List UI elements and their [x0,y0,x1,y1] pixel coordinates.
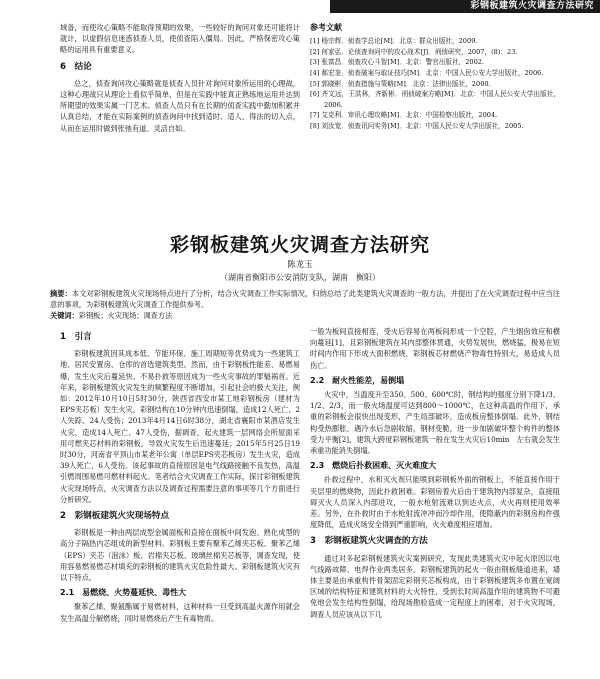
reference-item: [3] 张富昌．侦查攻心斗智[M]．北京：警官出版社，2002. [310,58,485,67]
reference-item: [8] 刘汝宽．侦查讯问实务[M]．北京：中国人民公安大学出版社，2005. [310,121,524,130]
reference-item: [2] 何家弘．论侦查询问中的攻心战术[J]．刑侦研究，2007，(8)：23. [310,47,518,56]
section-1-paragraph: 彩钢板建筑因其成本低、节能环保、施工周期短等优势成为一些建筑工地、居民安置房、仓库的首选建筑类型。然而，由于彩钢板性能差、易燃易爆，发生火灾后蔓延快、不易扑救等原因成为一些火灾事故的罪魁祸首。近年来，彩钢板建筑火灾发生的频繁程度不断增加，引起社会的极大关注，例如：2012年10月10日5时30分，陕西省西安市某工地彩钢板房（建材为EPS夹芯板）发生火灾，彩钢结构在10分钟内迅速倒塌，造成12人死亡、2人失踪、24人受伤；2013年4月14日6时38分，湖北省襄阳市某酒店发生火灾，造成14人死亡、47人受伤，据调查，起火建筑一层网络会所屋面采用可燃夹芯材料的彩钢板，导致火灾发生后迅速蔓延；2015年5月25日19时30分，河南省平顶山市某老年公寓（单层EPS夹芯板房）发生火灾，造成39人死亡，6人受伤。该起事故的直接原因是电气线路接触不良发热，高温引燃周围易燃可燃材料起火。笔者结合火灾调查工作实际，探讨彩钢板建筑火灾现场特点，火灾调查方法以及调查过程需要注意的事项等几个方面进行分析研究。 [60,349,300,504]
reference-item: [7] 艾克利．审讯心理攻略[M]．北京：中国检察出版社，2004. [310,111,498,120]
section-2-1-heading: 2.1 易燃烧、火势蔓延快、毒性大 [60,588,187,598]
section-2-heading: 2 彩钢板建筑火灾现场特点 [60,511,170,522]
references-column [310,22,560,132]
body-right-column [310,326,560,678]
continued-paragraph: 一般为板间直接相连，受火后容易在两板间形成一个空腔，产生烟囱效应和横向蔓延[1]，且彩钢板建筑在其内部整体贯通，火势发展快，燃烧猛，极易在短时间内作用下形成大面积燃烧，彩钢板芯材燃烧产物毒性特别大，易造成人员伤亡。 [310,327,560,370]
reference-item: [5] 郭晓彬．侦查措施与策略[M]．北京：法律出版社，2000. [310,79,491,88]
article-title: 彩钢板建筑火灾调查方法研究 [169,234,430,256]
article-affiliation: （湖南省衡阳市公安消防支队，湖南 衡阳） [220,273,380,282]
running-header: 彩钢板建筑火灾调查方法研究 [330,0,600,13]
abstract-label: 摘要： [50,289,72,298]
section-1-heading: 1 引言 [60,332,92,342]
references-title: 参考文献 [310,23,342,32]
section-2-2-heading: 2.2 耐火性能差，易倒塌 [310,375,405,385]
section-2-3-paragraph: 扑救过程中，水和灭火剂只能喷到彩钢板外面的钢板上，不能直接作用于夹层里的燃烧物，因此扑救困难。彩钢房着火后由于建筑物内部复杂，直接阻碍灭火人员深入内部进攻，一般水枪射流难以到达火点，火火再则使用效率差。另外，在扑救时由于水枪射流冲冲而冷却作用，使隐蔽内的彩钢房构件强度降低，造成火场安全得到严重影响，火火难度相应增加。 [310,475,560,530]
abstract-text: 本文对彩钢板建筑火灾现场特点进行了分析，结合火灾调查工作实际情况，归纳总结了此类建筑火灾调查的一般方法，并提出了在火灾调查过程中应当注意的事项，为彩钢板建筑火灾调查工作提供参考。 [50,289,560,309]
keywords-text: 彩钢板；火灾现场；调查方法 [78,311,173,320]
continued-paragraph: 域备，而使攻心策略不能取得预期的效果，一些较好的询问对象还可能将计就计，以虚假信息迷惑侦查人员，使侦查陷入僵局。因此，严格保密攻心策略的运用具有重要意义。 [60,23,300,55]
body-left-column [60,326,300,678]
section-6-heading: 6 结论 [60,61,92,72]
reference-item: [6] 齐文远，王洪林，齐新彬．刑侦破案方略[M]．北京：中国人民公安大学出版社，2006. [310,90,560,109]
section-6-paragraph: 总之，侦查询问攻心策略就是侦查人员针对询问对象所运用的心理战，这种心理战只从理论上看似乎简单，但是在实践中能真正熟练地运用并达到所期望的效果实属一门艺术。侦查人员只有在长期的侦查实践中勤加积累并认真总结，才能在实际案例的侦查询问中找到适时、适人、得法的切入点，从而在运用时做到张弛有道、灵活自如。 [60,78,300,133]
section-2-3-heading: 2.3 燃烧后扑救困难、灭火难度大 [310,461,437,471]
section-2-1-paragraph: 聚苯乙烯、聚氨酯属于易燃材料，这种材料一旦受到高温火源作用就会发生高温分解燃烧，同时易燃烧后产生有毒物质。 [60,602,300,623]
previous-article-column [60,22,300,134]
reference-item: [1] 杨宗辉．侦查学总论[M]．北京：群众出版社，2009. [310,37,478,46]
section-2-2-paragraph: 火灾中，当温度升至350、500、600℃时，钢结构的强度分别下降1/3、1/2、2/3，而一般火场温度可达到800～1000℃，在这种高温的作用下，承重的彩钢板会很快出现变形，产生局部破坏，造成板房整体倒塌。此外，钢结构受热膨胀，遇冷水后急剧收缩，钢材变脆，进一步加剧破坏整个构件的整体受力平衡[2]，建筑大跨度彩钢板建筑一般在发生火灾后10min 左右就会发生承重功能消失倒塌。 [310,390,560,456]
keywords-label: 关键词： [50,311,79,320]
abstract-block [50,288,560,321]
article-author: 陈龙玉 [287,260,313,270]
reference-item: [4] 郝宏奎．侦查破案与取证技巧[M]．北京：中国人民公安大学出版社，2006. [310,68,544,77]
section-3-paragraph: 通过对多起彩钢板建筑火灾案例研究，发现此类建筑火灾中起火原因以电气线路故障、电焊作业两类居多。彩钢板建筑的起火一般由钢板缝道进来，墙体主要是由承重构件骨架固定彩钢夹芯板构成，由于彩钢板建筑多布置在宽阔区域的结构特征和建筑材料的大火特性，受到长时间高温作用的建筑物不可避免地会发生结构性倒塌，给现场勘验造成一定程度上的困难，对于火灾现场，调查人员应该从以下几 [310,553,560,619]
section-3-heading: 3 彩钢板建筑火灾调查的方法 [310,536,428,547]
section-2-paragraph: 彩钢板是一种由两层成型金属面板和直接在面板中间发泡、熟化成型的高分子隔热内芯组成的新型材料。彩钢板主要有聚苯乙烯夹芯板、聚苯乙烯（EPS）夹芯（泡沫）板、岩棉夹芯板、玻璃丝棉夹芯板等，调查发现，使用容易燃易燃芯材填充的彩钢板的建筑火灾危险性最大。彩钢板建筑火灾有以下特点。 [60,528,300,583]
